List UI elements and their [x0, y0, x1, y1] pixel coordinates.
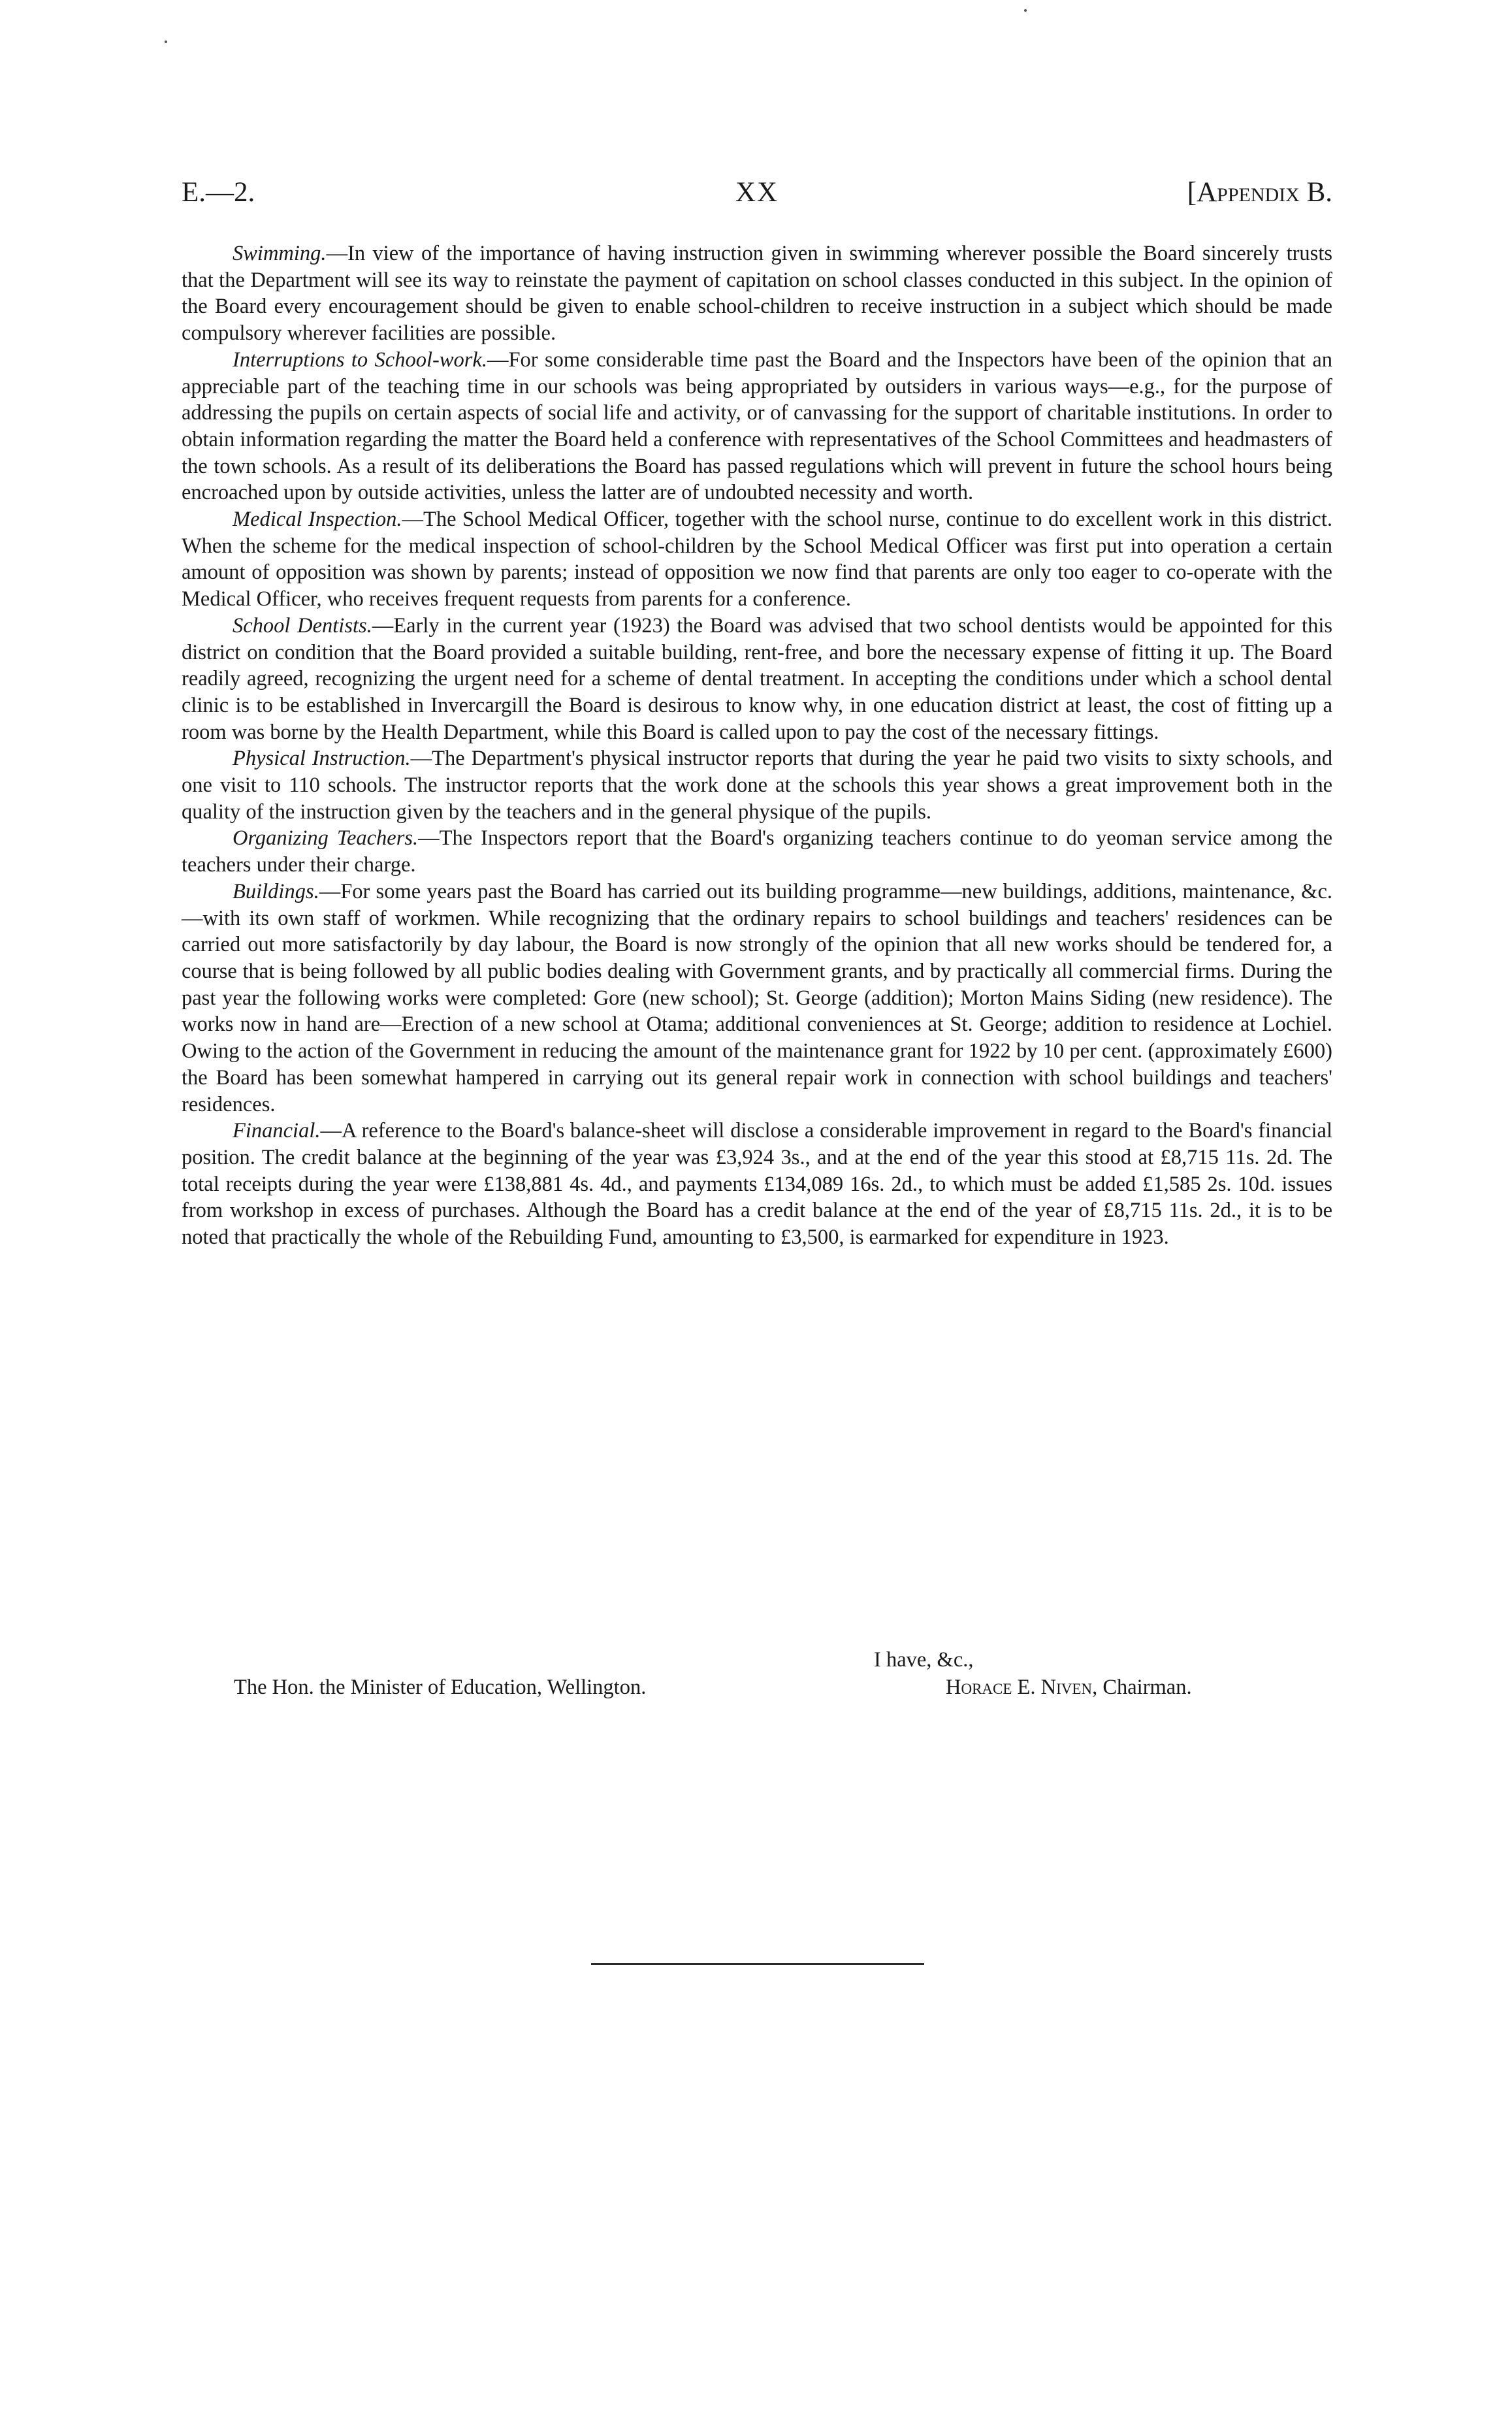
- paragraph-text: —The Department's physical instructor reports that during the year he paid two visits to sixty schools, and one visit to 110 schools. The instructor reports that the work done at the schools this year shows a great improvement both in the quality of the instruction given by the teachers and in the general physique of the pupils.: [182, 747, 1332, 824]
- paragraph-heading: Physical Instruction.: [233, 747, 411, 771]
- signer-name: Horace E. Niven: [946, 1676, 1093, 1699]
- paragraph-heading: Interruptions to School-work.: [233, 348, 487, 372]
- paragraph-text: —In view of the importance of having instruction given in swimming wherever possible the Board sincerely trusts that the Department will see its way to reinstate the payment of capitation on school classes conducted in this subject. In the opinion of the Board every encouragement should be given to enable school-children to receive instruction in a subject which should be made compulsory wherever facilities are possible.: [182, 242, 1332, 346]
- paragraph-heading: Organizing Teachers.: [233, 826, 419, 850]
- paragraph-heading: Swimming.: [233, 242, 327, 265]
- signature: [946, 1674, 1192, 1701]
- document-reference: E.—2.: [182, 177, 255, 208]
- page-header: [182, 176, 1332, 216]
- appendix-word: Appendix: [1197, 177, 1300, 208]
- paragraph-physical-instruction: [182, 745, 1332, 825]
- addressee: The Hon. the Minister of Education, Wellington.: [234, 1676, 647, 1699]
- paragraph-school-dentists: [182, 613, 1332, 746]
- paragraph-text: —For some years past the Board has carried out its building programme—new buildings, additions, maintenance, &c.—with its own staff of workmen. While recognizing that the ordinary repairs to school buildings and teachers' residences can be carried out more satisfactorily by day labour, the Board is now strongly of the opinion that all new works should be tendered for, a course that is being followed by all public bodies dealing with Government grants, and by practically all commercial firms. During the past year the following works were completed: Gore (new school); St. George (addition); Morton Mains Siding (new residence). The works now in hand are—Erection of a new school at Otama; additional conveniences at St. George; addition to residence at Lochiel. Owing to the action of the Government in reducing the amount of the maintenance grant for 1922 by 10 per cent. (approximately £600) the Board has been somewhat hampered in carrying out its general repair work in connection with school buildings and teachers' residences.: [182, 879, 1332, 1116]
- paragraph-text: —The Inspectors report that the Board's organizing teachers continue to do yeoman service among the teachers under their charge.: [182, 826, 1332, 877]
- signer-title: , Chairman.: [1092, 1676, 1192, 1699]
- paragraph-heading: School Dentists.: [233, 613, 372, 638]
- page-number: XX: [735, 177, 779, 208]
- appendix-letter: B.: [1306, 177, 1332, 208]
- paragraph-buildings: [182, 879, 1332, 1118]
- paragraph-interruptions: [182, 347, 1332, 506]
- appendix-bracket: [: [1187, 177, 1197, 208]
- appendix-label: [1187, 176, 1332, 208]
- body-text: [182, 240, 1332, 1251]
- letter-closing: [182, 1646, 1332, 1701]
- paragraph-financial: [182, 1118, 1332, 1251]
- paragraph-swimming: [182, 240, 1332, 347]
- paragraph-heading: Financial.: [233, 1119, 321, 1143]
- paragraph-text: —Early in the current year (1923) the Board was advised that two school dentists would be appointed for this district on condition that the Board provided a suitable building, rent-free, and bore the necessary expense of fitting it up. The Board readily agreed, recognizing the urgent need for a scheme of dental treatment. In accepting the conditions under which a school dental clinic is to be established in Invercargill the Board is desirous to know why, in one education district at least, the cost of fitting up a room was borne by the Health Department, while this Board is called upon to pay the cost of the necessary fittings.: [182, 613, 1332, 744]
- signature-row: [182, 1674, 1332, 1701]
- paragraph-text: —For some considerable time past the Board and the Inspectors have been of the opinion that an appreciable part of the teaching time in our schools was being appropriated by outsiders in various ways—e.g., for the purpose of addressing the pupils on certain aspects of social life and activity, or of canvassing for the support of charitable institutions. In order to obtain information regarding the matter the Board held a conference with representatives of the School Committees and headmasters of the town schools. As a result of its deliberations the Board has passed regulations which will prevent in future the school hours being encroached upon by outside activities, unless the latter are of undoubted necessity and worth.: [182, 348, 1332, 505]
- scan-speck: [165, 40, 167, 43]
- salutation: I have, &c.,: [874, 1648, 974, 1672]
- paragraph-text: —A reference to the Board's balance-sheet will disclose a considerable improvement in regard to the Board's financial position. The credit balance at the beginning of the year was £3,924 3s., and at the end of the year this stood at £8,715 11s. 2d. The total receipts during the year were £138,881 4s. 4d., and payments £134,089 16s. 2d., to which must be added £1,585 2s. 10d. issues from workshop in excess of purchases. Although the Board has a credit balance at the end of the year of £8,715 11s. 2d., it is to be noted that practically the whole of the Rebuilding Fund, amounting to £3,500, is earmarked for expenditure in 1923.: [182, 1119, 1332, 1250]
- section-divider-rule: [591, 1963, 924, 1965]
- paragraph-heading: Buildings.: [233, 879, 319, 903]
- paragraph-medical-inspection: [182, 506, 1332, 613]
- scan-speck: [1024, 9, 1027, 12]
- paragraph-organizing-teachers: [182, 825, 1332, 878]
- paragraph-heading: Medical Inspection.: [233, 508, 402, 532]
- paragraph-text: —The School Medical Officer, together with the school nurse, continue to do excellent work in this district. When the scheme for the medical inspection of school-children by the School Medical Officer was first put into operation a certain amount of opposition was shown by parents; instead of opposition we now find that parents are only too eager to co-operate with the Medical Officer, who receives frequent requests from parents for a conference.: [182, 508, 1332, 611]
